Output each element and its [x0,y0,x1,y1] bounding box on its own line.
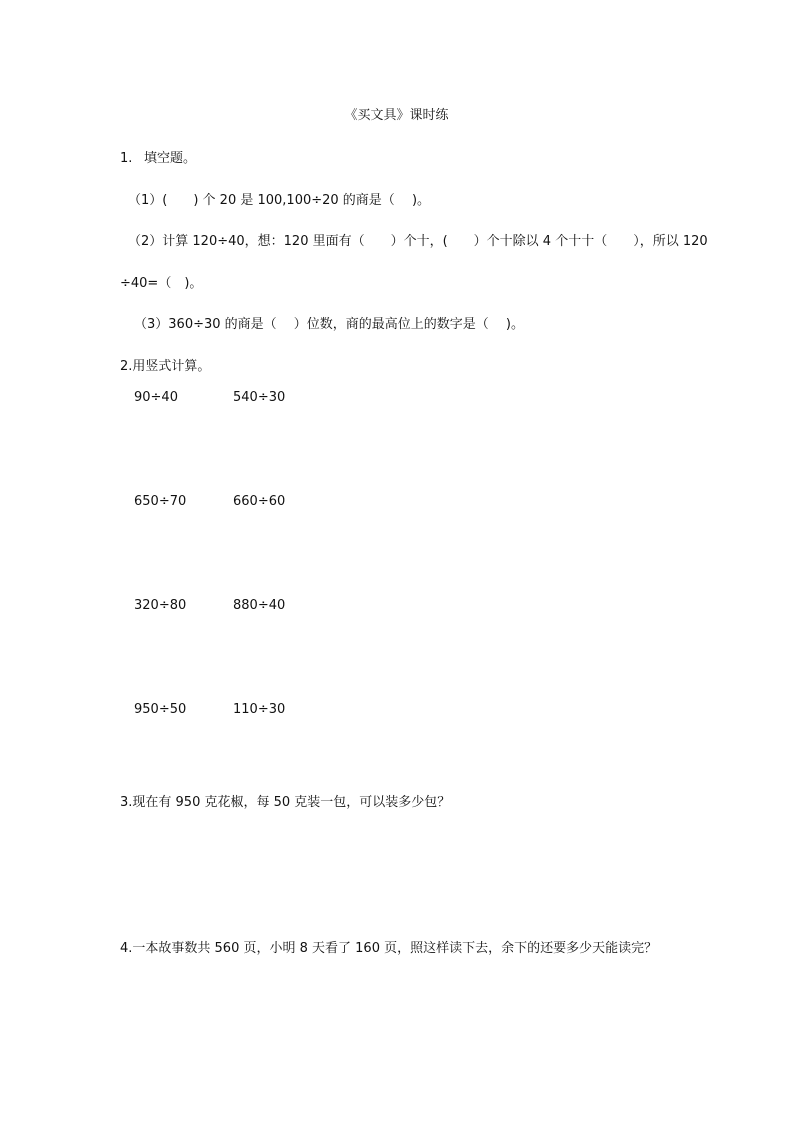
division-problem: 660÷60 [233,494,286,509]
question-3: 3.现在有 950 克花椒，每 50 克装一包，可以装多少包？ [120,795,451,810]
fill-blank-item-2-continued: ÷40=（ )。 [120,276,203,291]
question-4: 4.一本故事数共 560 页，小明 8 天看了 160 页，照这样读下去，余下的还要多少天能读完？ [120,941,658,956]
fill-blank-item-2: （2）计算 120÷40，想：120 里面有（ ）个十，( ）个十除以 4 个十十（ ），所以 120 [128,234,708,249]
worksheet-title: 《买文具》课时练 [344,108,449,123]
fill-blank-item-1: （1）( ) 个 20 是 100,100÷20 的商是（ )。 [128,193,431,208]
question-1-label: 填空题。 [144,151,197,166]
question-1-number: 1. [120,151,133,166]
division-problem: 540÷30 [233,390,286,405]
division-problem: 880÷40 [233,598,286,613]
division-problem: 90÷40 [134,390,178,405]
fill-blank-item-3: （3）360÷30 的商是（ ）位数，商的最高位上的数字是（ )。 [134,317,524,332]
division-problem: 950÷50 [134,702,187,717]
division-problem: 650÷70 [134,494,187,509]
division-problem: 110÷30 [233,702,286,717]
question-1-heading [120,151,196,167]
question-2-heading: 2.用竖式计算。 [120,359,211,374]
division-problem: 320÷80 [134,598,187,613]
